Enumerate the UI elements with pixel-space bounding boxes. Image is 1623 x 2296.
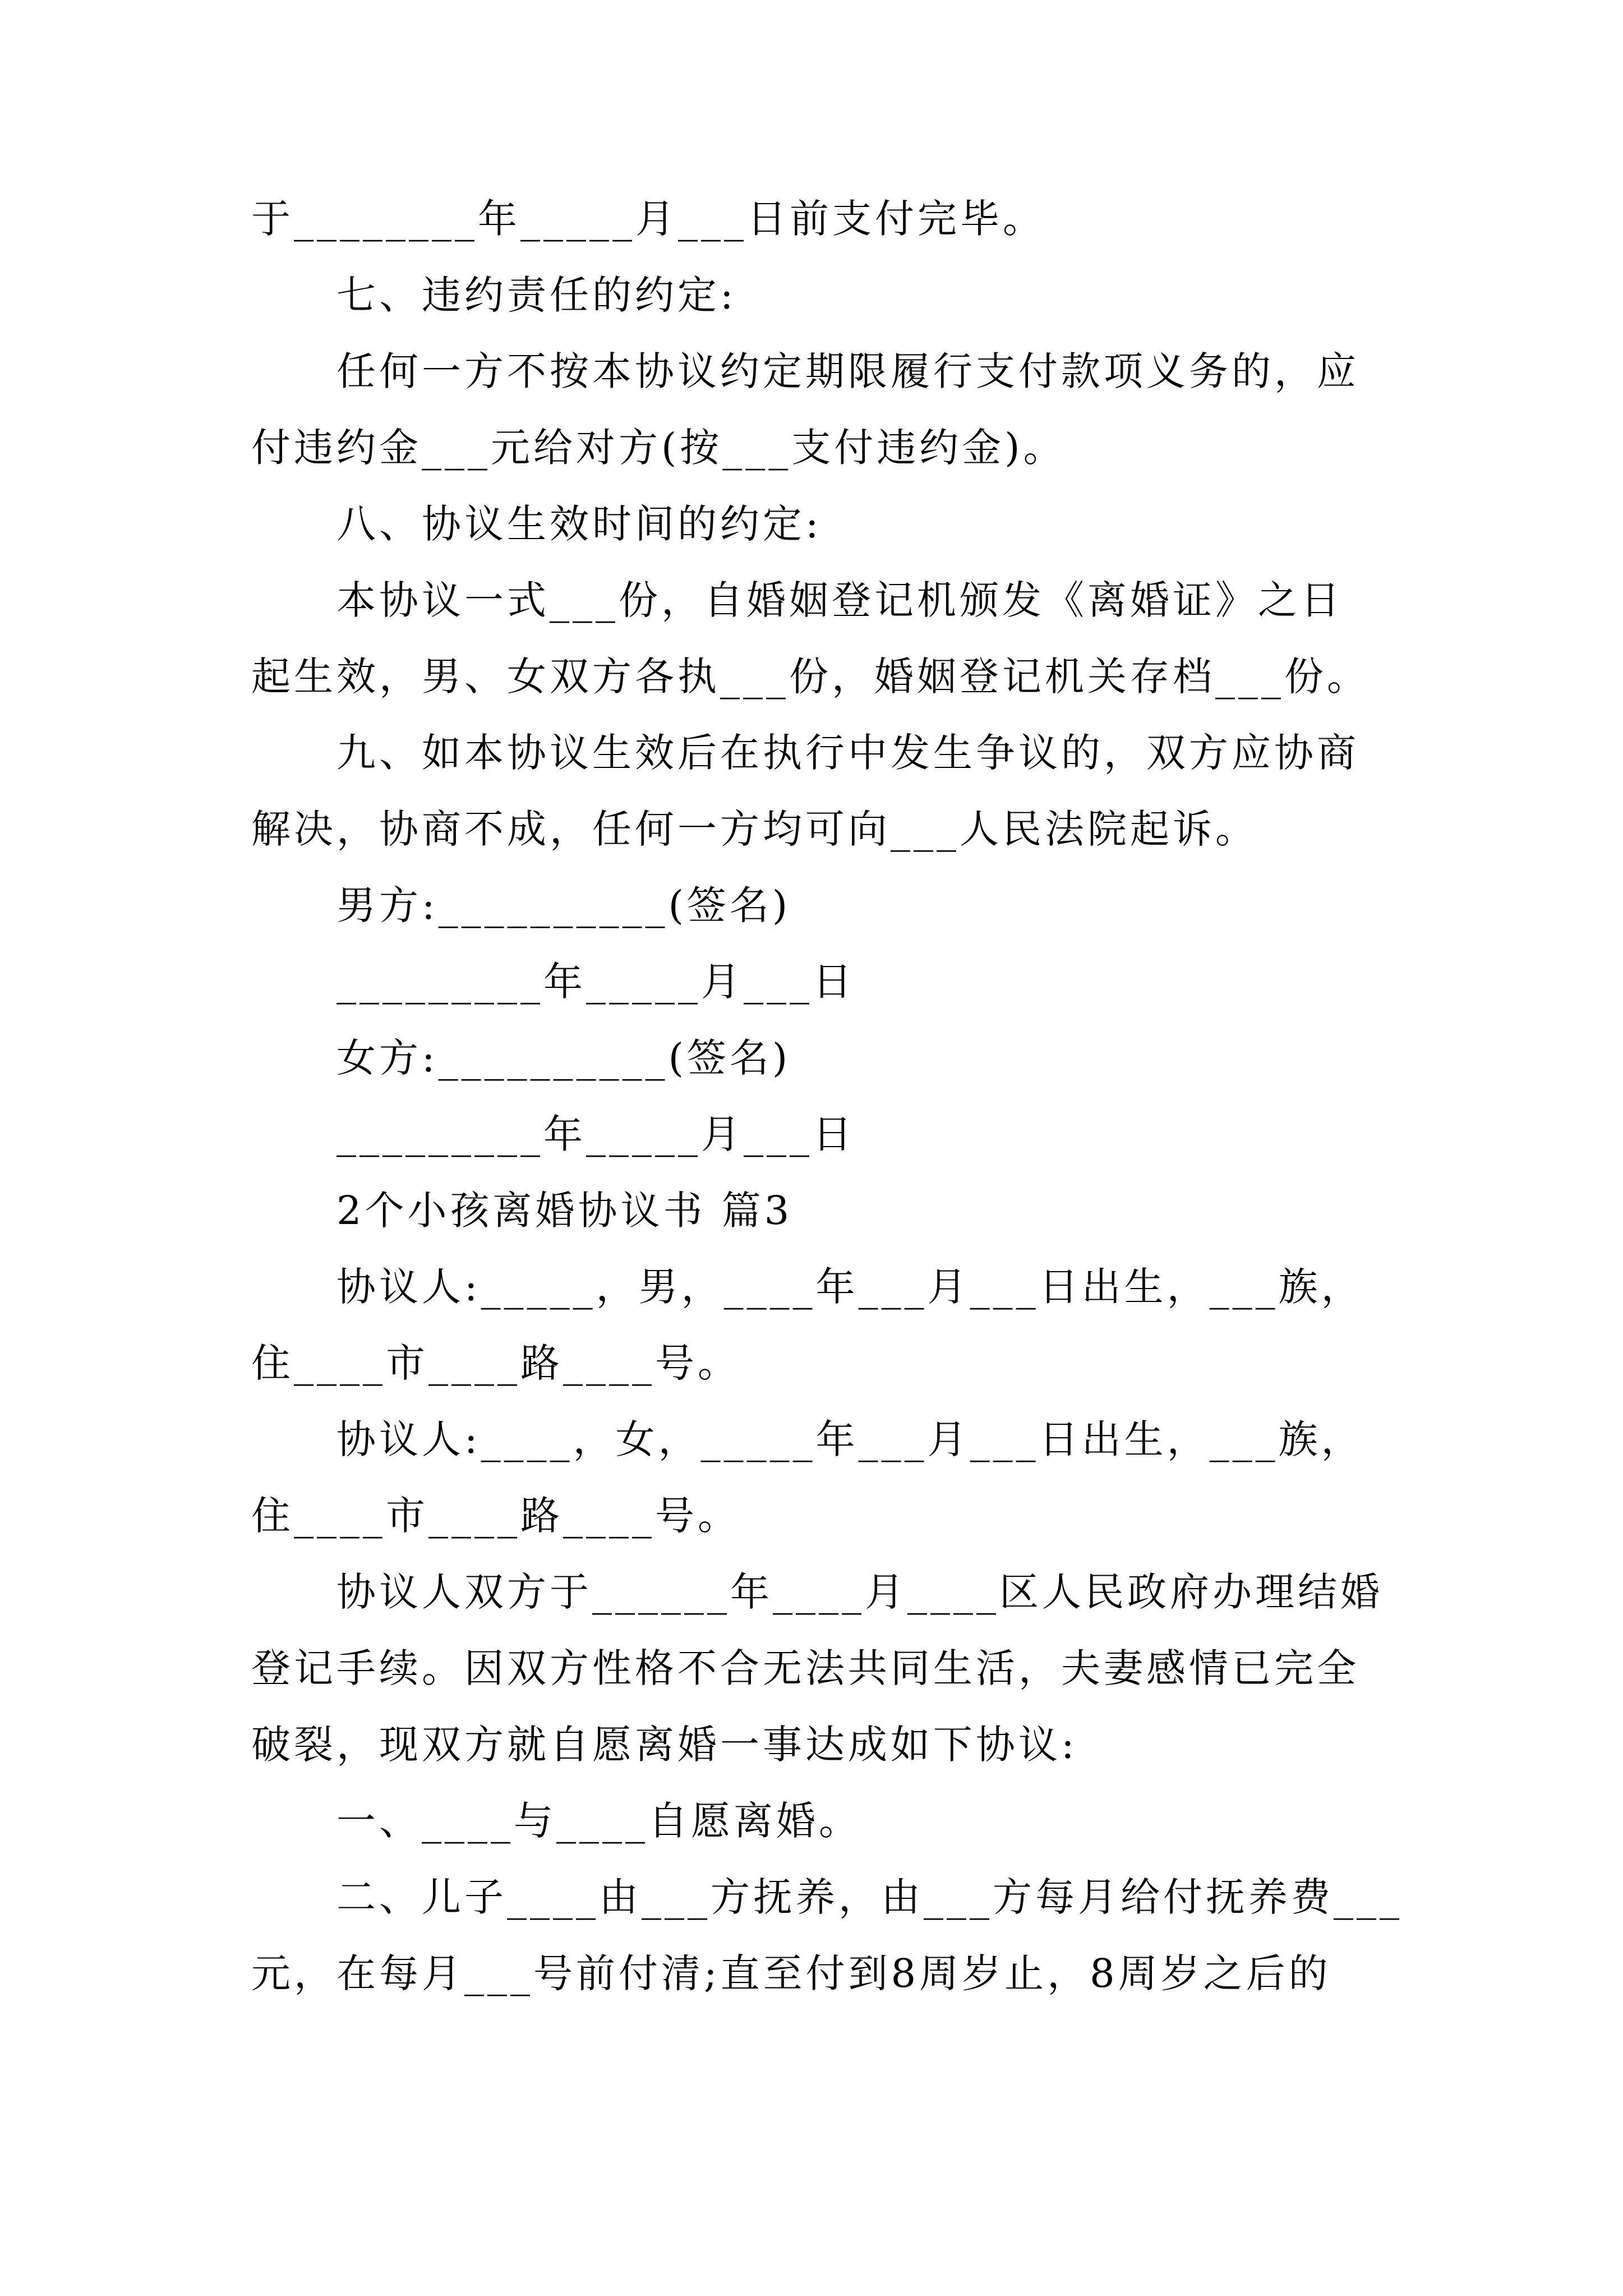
clause-1: 一、____与____自愿离婚。 bbox=[336, 1798, 861, 1844]
text-line-effective-1: 本协议一式___份，自婚姻登记机颁发《离婚证》之日 bbox=[336, 577, 1343, 623]
signature-male: 男方:__________(签名) bbox=[336, 882, 791, 928]
party-2-line-1: 协议人:____，女，_____年___月___日出生，___族， bbox=[336, 1416, 1364, 1462]
text-line-breach-1: 任何一方不按本协议约定期限履行支付款项义务的，应 bbox=[336, 348, 1359, 394]
clause-2-line-2: 元，在每月___号前付清;直至付到8周岁止，8周岁之后的 bbox=[251, 1950, 1331, 1996]
party-2-line-2: 住____市____路____号。 bbox=[251, 1493, 740, 1539]
text-line-dispute-2: 解决，协商不成，任何一方均可向___人民法院起诉。 bbox=[251, 806, 1258, 852]
party-1-line-2: 住____市____路____号。 bbox=[251, 1340, 740, 1386]
document-title-part3: 2个小孩离婚协议书 篇3 bbox=[336, 1188, 793, 1234]
text-line-dispute-1: 九、如本协议生效后在执行中发生争议的，双方应协商 bbox=[336, 730, 1359, 776]
text-line-breach-2: 付违约金___元给对方(按___支付违约金)。 bbox=[251, 425, 1066, 471]
signature-female: 女方:__________(签名) bbox=[336, 1035, 791, 1081]
clause-2-line-1: 二、儿子____由___方抚养，由___方每月给付抚养费___ bbox=[336, 1874, 1403, 1920]
section-heading-effective: 八、协议生效时间的约定: bbox=[336, 501, 822, 547]
intro-line-1: 协议人双方于______年____月____区人民政府办理结婚 bbox=[336, 1569, 1383, 1615]
date-male: _________年_____月___日 bbox=[336, 959, 855, 1005]
date-female: _________年_____月___日 bbox=[336, 1111, 855, 1157]
intro-line-2: 登记手续。因双方性格不合无法共同生活，夫妻感情已完全 bbox=[251, 1645, 1359, 1691]
section-heading-breach: 七、违约责任的约定: bbox=[336, 272, 737, 318]
text-line-effective-2: 起生效，男、女双方各执___份，婚姻登记机关存档___份。 bbox=[251, 654, 1370, 700]
text-line-payment-deadline: 于________年_____月___日前支付完毕。 bbox=[251, 196, 1045, 242]
party-1-line-1: 协议人:_____，男，____年___月___日出生，___族， bbox=[336, 1264, 1364, 1310]
intro-line-3: 破裂，现双方就自愿离婚一事达成如下协议: bbox=[251, 1722, 1078, 1768]
